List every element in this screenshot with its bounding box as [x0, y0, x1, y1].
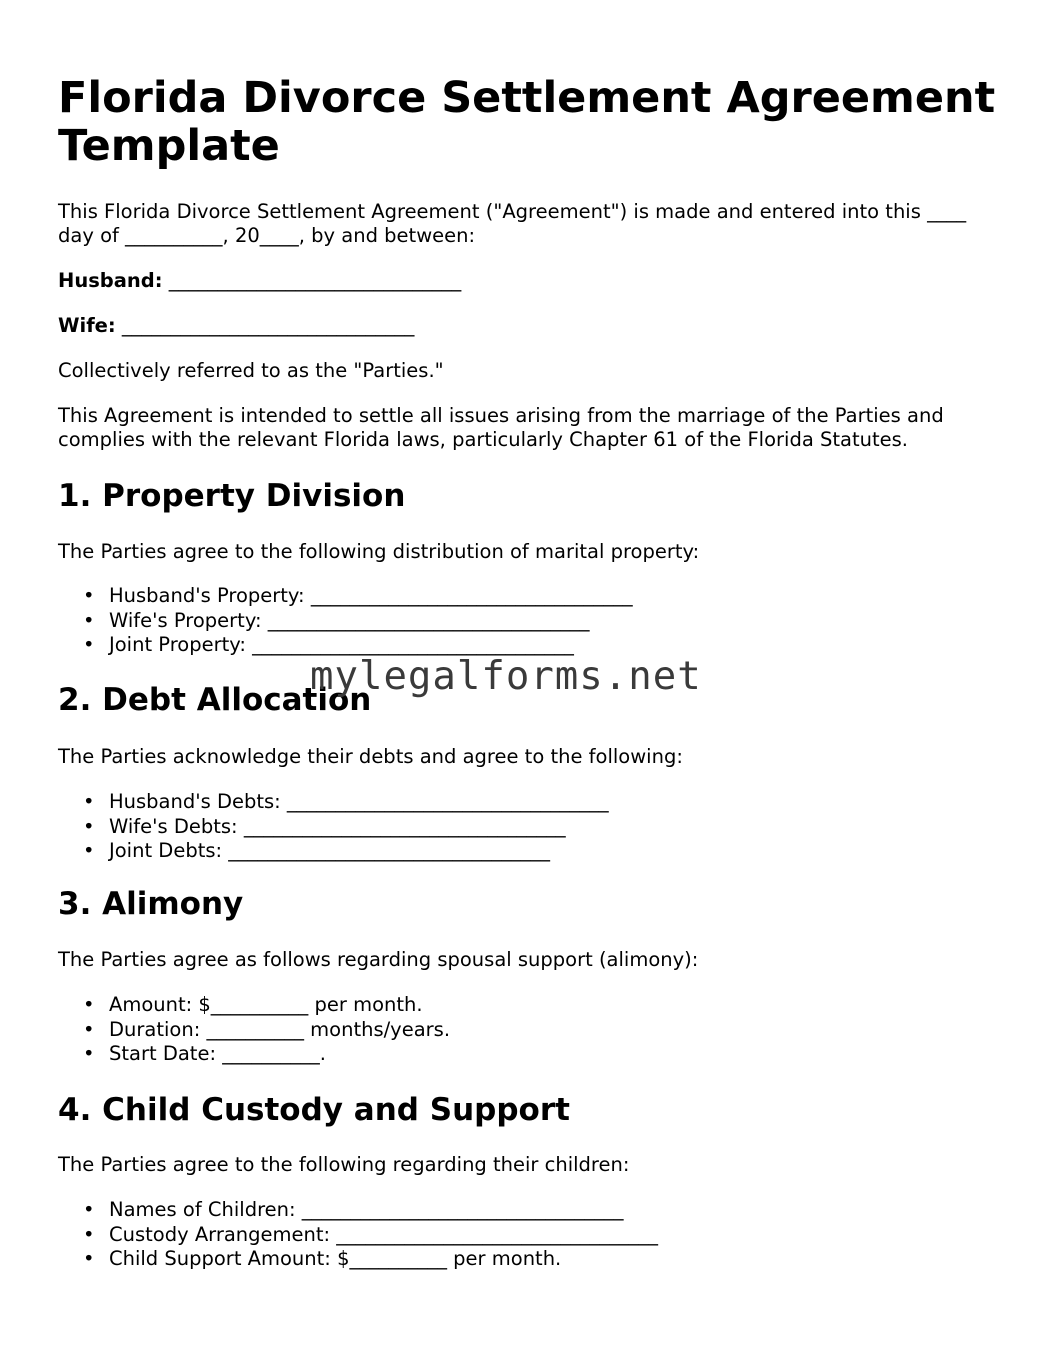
section-lead-debt: The Parties acknowledge their debts and agree to the following:	[58, 745, 683, 768]
list-item: • Names of Children: _________________________________	[83, 1198, 624, 1221]
wife-blank: ______________________________	[115, 314, 415, 337]
section-lead-custody: The Parties agree to the following regarding their children:	[58, 1153, 630, 1176]
wife-line	[58, 314, 414, 338]
list-item: • Child Support Amount: $__________ per month.	[83, 1247, 562, 1270]
bullet-icon: •	[83, 790, 95, 813]
watermark: mylegalforms.net	[310, 654, 702, 699]
section-heading-debt: 2. Debt Allocation	[58, 682, 372, 718]
document-title: Florida Divorce Settlement Agreement Template	[58, 73, 996, 171]
section-heading-property: 1. Property Division	[58, 478, 406, 514]
list-item: • Wife's Property: _________________________________	[83, 608, 590, 632]
alimony-list	[58, 993, 450, 1067]
husband-blank: ______________________________	[162, 269, 462, 292]
list-item: • Duration: __________ months/years.	[83, 1017, 451, 1041]
custody-list	[58, 1198, 658, 1272]
bullet-icon: •	[83, 1198, 95, 1221]
list-item: • Custody Arrangement: _________________________________	[83, 1222, 659, 1246]
bullet-icon: •	[83, 1222, 95, 1246]
debt-list	[58, 790, 609, 864]
collective-paragraph: Collectively referred to as the "Parties."	[58, 359, 444, 382]
list-item: • Joint Property: _________________________________	[83, 633, 574, 656]
section-lead-property: The Parties agree to the following distribution of marital property:	[58, 540, 700, 563]
husband-label: Husband:	[58, 269, 163, 292]
property-list	[58, 584, 633, 658]
list-item: • Joint Debts: _________________________________	[83, 839, 551, 862]
section-heading-alimony: 3. Alimony	[58, 886, 244, 922]
intro-paragraph: This Florida Divorce Settlement Agreement ("Agreement") is made and entered into this ____ day of __________, 20____, by and between:	[58, 200, 973, 247]
bullet-icon: •	[83, 993, 95, 1016]
list-item: • Start Date: __________.	[83, 1042, 326, 1065]
wife-label: Wife:	[58, 314, 116, 337]
bullet-icon: •	[83, 839, 95, 862]
list-item: • Wife's Debts: _________________________________	[83, 814, 566, 838]
husband-line	[58, 269, 461, 293]
bullet-icon: •	[83, 584, 95, 607]
list-item: • Amount: $__________ per month.	[83, 993, 423, 1016]
bullet-icon: •	[83, 1017, 95, 1041]
section-heading-custody: 4. Child Custody and Support	[58, 1092, 570, 1128]
bullet-icon: •	[83, 1042, 95, 1065]
list-item: • Husband's Debts: _________________________________	[83, 790, 609, 813]
bullet-icon: •	[83, 814, 95, 838]
list-item: • Husband's Property: _________________________________	[83, 584, 633, 607]
bullet-icon: •	[83, 1247, 95, 1270]
section-lead-alimony: The Parties agree as follows regarding spousal support (alimony):	[58, 948, 699, 971]
purpose-paragraph: This Agreement is intended to settle all issues arising from the marriage of the Parties and complies with the relevant Florida laws, particularly Chapter 61 of the Florida Statutes.	[58, 404, 950, 451]
bullet-icon: •	[83, 633, 95, 656]
bullet-icon: •	[83, 608, 95, 632]
